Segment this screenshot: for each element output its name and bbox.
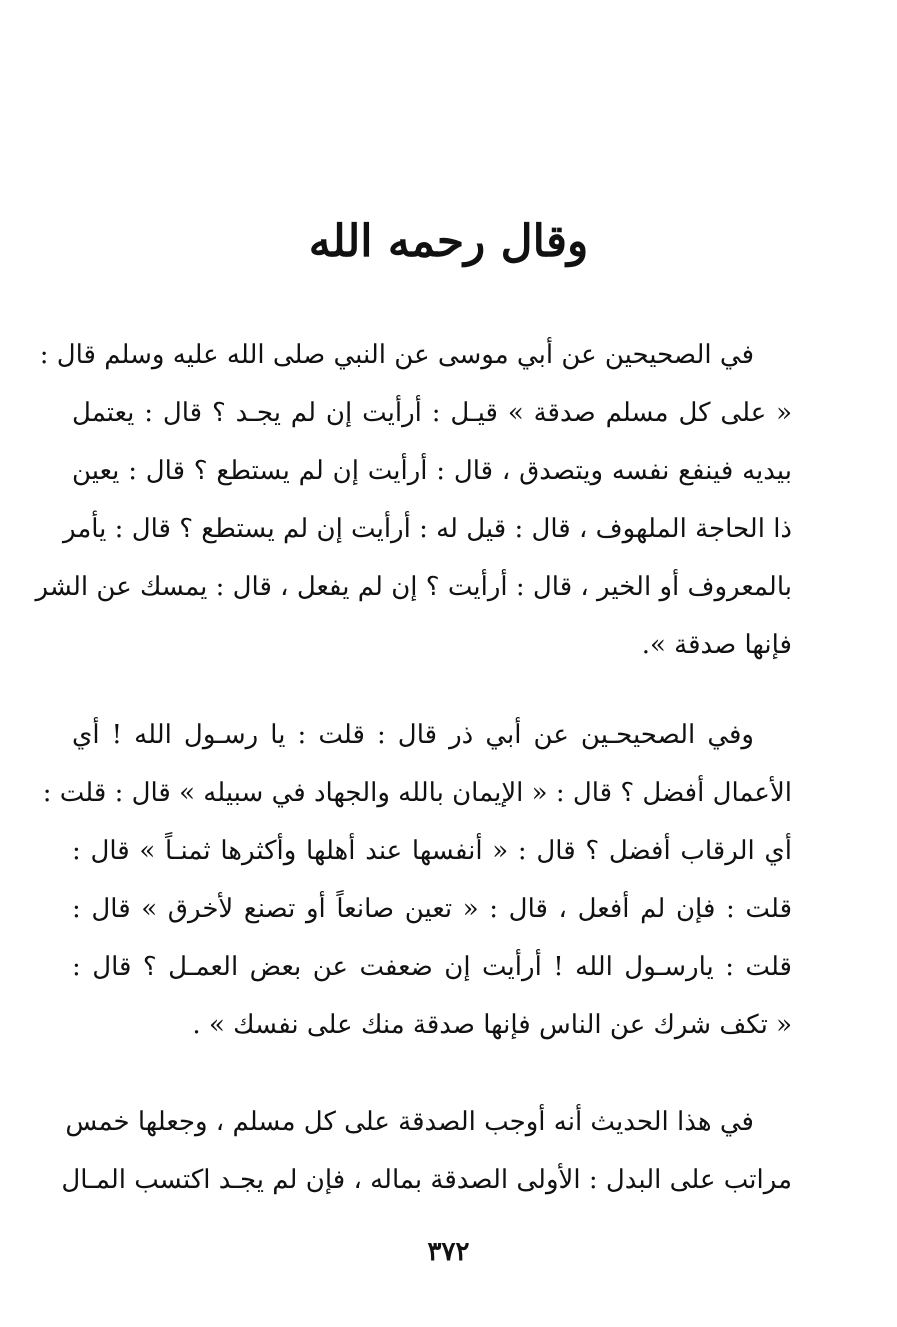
text-line: قلت : فإن لم أفعل ، قال : « تعين صانعاً أو تصنع لأخرق » قال : bbox=[72, 894, 792, 924]
text-line: في الصحيحين عن أبي موسى عن النبي صلى الله عليه وسلم قال : bbox=[39, 340, 754, 370]
text-line: أي الرقاب أفضل ؟ قال : « أنفسها عند أهلها وأكثرها ثمنـاً » قال : bbox=[72, 836, 792, 866]
text-line: الأعمال أفضل ؟ قال : « الإيمان بالله والجهاد في سبيله » قال : قلت : bbox=[42, 778, 792, 808]
text-line: فإنها صدقة ». bbox=[641, 630, 792, 660]
text-line: وفي الصحيحـين عن أبي ذر قال : قلت : يا رسـول الله ! أي bbox=[72, 720, 754, 750]
page-number: ٣٧٢ bbox=[427, 1237, 470, 1267]
text-line: مراتب على البدل : الأولى الصدقة بماله ، فإن لم يجـد اكتسب المـال bbox=[61, 1165, 792, 1195]
paragraph-3 bbox=[61, 1093, 792, 1209]
text-line: بالمعروف أو الخير ، قال : أرأيت ؟ إن لم يفعل ، قال : يمسك عن الشر bbox=[35, 572, 792, 602]
text-line: بيديه فينفع نفسه ويتصدق ، قال : أرأيت إن لم يستطع ؟ قال : يعين bbox=[72, 456, 792, 486]
text-line: ذا الحاجة الملهوف ، قال : قيل له : أرأيت إن لم يستطع ؟ قال : يأمر bbox=[62, 514, 792, 544]
text-line: في هذا الحديث أنه أوجب الصدقة على كل مسلم ، وجعلها خمس bbox=[65, 1107, 754, 1137]
paragraph-2 bbox=[42, 706, 792, 1054]
text-line: « تكف شرك عن الناس فإنها صدقة منك على نفسك » . bbox=[192, 1010, 792, 1040]
text-line: « على كل مسلم صدقة » قيـل : أرأيت إن لم يجـد ؟ قال : يعتمل bbox=[72, 398, 792, 428]
text-line: قلت : يارسـول الله ! أرأيت إن ضعفت عن بعض العمـل ؟ قال : bbox=[72, 952, 792, 982]
paragraph-1 bbox=[35, 326, 792, 674]
section-title: وقال رحمه الله bbox=[308, 216, 589, 267]
